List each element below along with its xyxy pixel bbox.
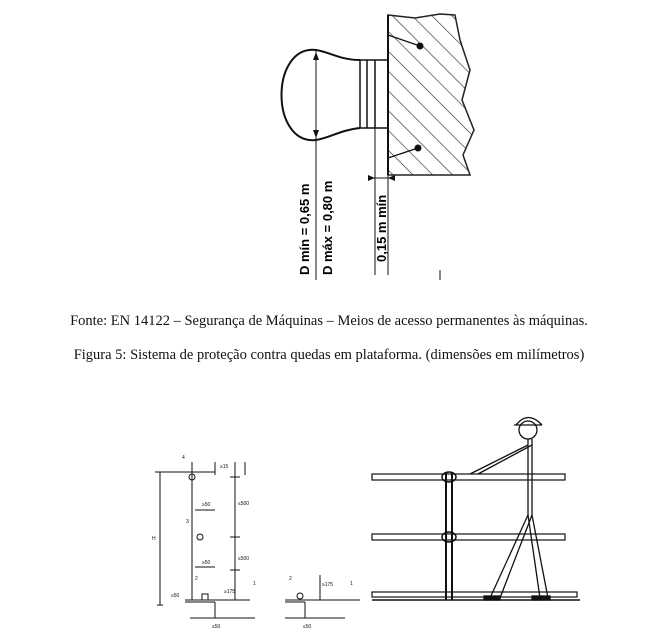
dim-h: H [152,536,156,542]
guardrail-illustration [372,418,580,601]
dim-50-lower: ≥50 [202,560,211,566]
dim-500-mid: ≤500 [238,556,250,562]
left-section-diagram [155,462,255,618]
source-caption: Fonte: EN 14122 – Segurança de Máquinas – Meios de acesso permanentes às máquinas. [70,313,588,329]
callout-4-left: 4 [182,455,185,461]
handle-loop [282,50,361,140]
dim-50-upper: ≥50 [202,502,211,508]
top-figure [0,0,658,300]
dim-500-top: ≤500 [238,501,250,507]
dim-175-mid: ≥175 [322,582,334,588]
worker-figure [470,418,550,601]
callout-2-left: 2 [195,576,198,582]
callout-2-mid: 2 [289,576,292,582]
top-rail [372,474,565,480]
label-d-min: D mín = 0,65 m [297,183,312,275]
label-gap: 0,15 m mín [374,194,389,262]
dim-50-toe: ≤50 [212,624,221,630]
callout-1-left: 1 [253,581,256,587]
figure-caption: Figura 5: Sistema de proteção contra quedas em plataforma. (dimensões em milímetros) [73,347,585,363]
bottom-figure [0,400,658,634]
dim-50-mid: ≤50 [303,624,312,630]
dim-15: ≥15 [220,464,229,470]
dim-175-left: ≥175 [224,589,236,595]
callout-3-left: 3 [186,519,189,525]
dim-50-base: ≥50 [171,593,180,599]
callout-1-mid: 1 [350,581,353,587]
label-d-max: D máx = 0,80 m [320,180,335,275]
wall-hatched [388,14,474,175]
